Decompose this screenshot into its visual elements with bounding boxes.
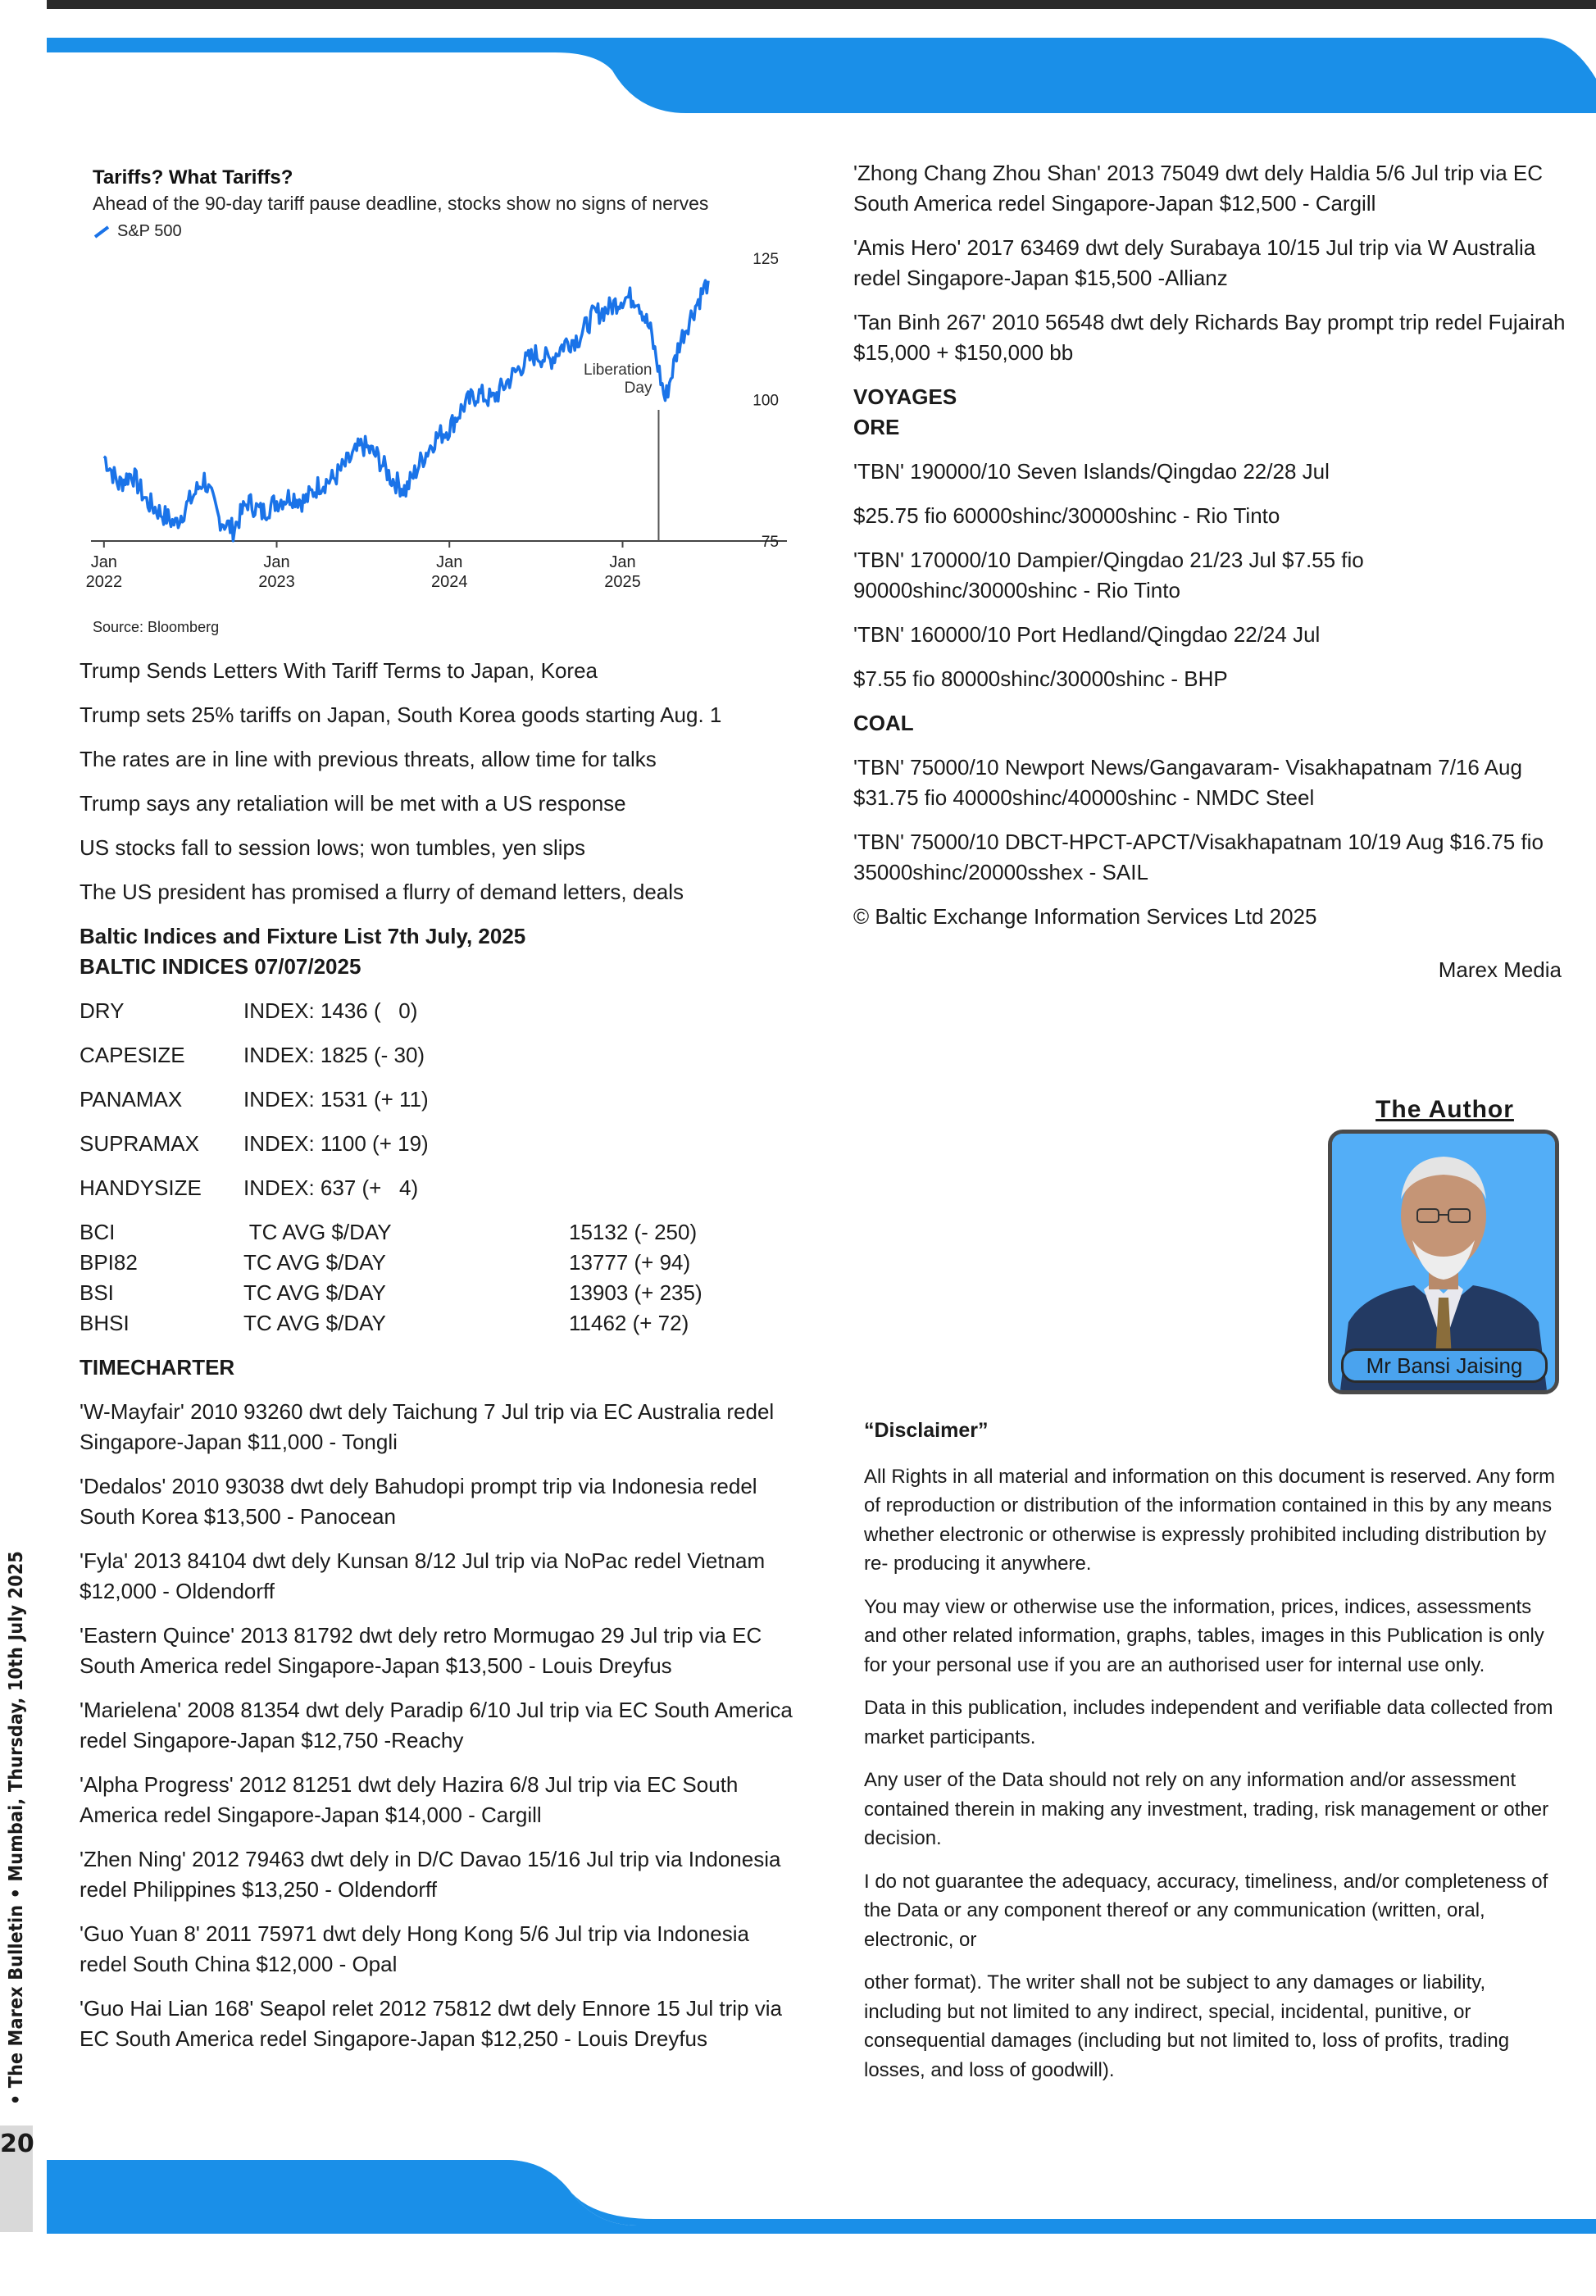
disclaimer-paragraph: You may view or otherwise use the information, prices, indices, assessments and other related information, graphs, tables, images in this Publication is only for your personal use if you are an authorised user for internal use only. [864, 1595, 1544, 1676]
headline: US stocks fall to session lows; won tumbles, yen slips [80, 835, 586, 860]
disclaimer-paragraph: Data in this publication, includes independent and verifiable data collected from market participants. [864, 1697, 1553, 1748]
top-rule [47, 0, 1596, 9]
tc-name: BSI [80, 1280, 114, 1305]
x-tick-label: Jan [90, 553, 117, 571]
y-tick-label: 125 [753, 251, 779, 268]
headline: The rates are in line with previous threats, allow time for talks [80, 747, 657, 771]
index-value: INDEX: 1531 (+ 11) [243, 1087, 429, 1112]
tc-row [80, 1248, 801, 1278]
x-tick-label: 2025 [604, 573, 641, 591]
tc-name: BCI [80, 1220, 116, 1244]
side-publication-label: • The Marex Bulletin • Mumbai, Thursday, 10th July 2025 [6, 1550, 27, 2106]
index-name: CAPESIZE [80, 1043, 185, 1067]
chart-canvas [86, 160, 791, 643]
fixture-item: 'Tan Binh 267' 2010 56548 dwt dely Richards Bay prompt trip redel Fujairah $15,000 + $150,000 bb [853, 310, 1566, 365]
x-tick-label: 2022 [86, 573, 123, 591]
headline: Trump says any retaliation will be met with a US response [80, 791, 626, 816]
index-row [80, 996, 801, 1026]
headline: The US president has promised a flurry of demand letters, deals [80, 880, 684, 904]
fixture-item: 'Guo Yuan 8' 2011 75971 dwt dely Hong Kong 5/6 Jul trip via Indonesia redel South China $12,000 - Opal [80, 1921, 749, 1976]
author-name-badge: Mr Bansi Jaising [1341, 1348, 1548, 1383]
tc-value: 13903 (+ 235) [569, 1280, 703, 1305]
index-row [80, 1173, 801, 1203]
top-banner [47, 38, 1596, 113]
disclaimer-paragraph: other format). The writer shall not be subject to any damages or liability, including but not limited to any indirect, special, incidental, punitive, or consequential damages (including but not limited to, loss of profits, trading losses, and loss of goodwill). [864, 1971, 1510, 2081]
tc-label: TC AVG $/DAY [243, 1220, 392, 1244]
tc-row [80, 1217, 801, 1248]
tc-label: TC AVG $/DAY [243, 1250, 386, 1275]
chart-title: Tariffs? What Tariffs? [93, 166, 293, 189]
ore-item: 'TBN' 170000/10 Dampier/Qingdao 21/23 Jul $7.55 fio 90000shinc/30000shinc - Rio Tinto [853, 548, 1364, 602]
baltic-indices-heading: BALTIC INDICES 07/07/2025 [80, 954, 361, 979]
tc-row [80, 1278, 801, 1308]
fixture-item: 'W-Mayfair' 2010 93260 dwt dely Taichung 7 Jul trip via EC Australia redel Singapore-Japan $11,000 - Tongli [80, 1399, 775, 1454]
index-row [80, 1084, 801, 1115]
fixture-item: 'Alpha Progress' 2012 81251 dwt dely Hazira 6/8 Jul trip via EC South America redel Singapore-Japan $14,000 - Cargill [80, 1772, 739, 1827]
x-tick-label: Jan [263, 553, 290, 571]
headlines [80, 656, 801, 907]
coal-item: 'TBN' 75000/10 DBCT-HPCT-APCT/Visakhapatnam 10/19 Aug $16.75 fio 35000shinc/20000sshex - SAIL [853, 830, 1544, 884]
tc-value: 11462 (+ 72) [569, 1311, 689, 1335]
index-name: HANDYSIZE [80, 1175, 202, 1200]
copyright: © Baltic Exchange Information Services Ltd 2025 [853, 904, 1317, 929]
tc-label: TC AVG $/DAY [243, 1280, 386, 1305]
chart-subtitle: Ahead of the 90-day tariff pause deadline, stocks show no signs of nerves [93, 193, 709, 214]
annotation-label: Liberation [584, 361, 652, 379]
index-value: INDEX: 1825 (- 30) [243, 1043, 425, 1067]
page-number: 20 [0, 2130, 34, 2158]
index-name: PANAMAX [80, 1087, 183, 1112]
chart-legend [93, 222, 182, 241]
fixture-item: 'Zhong Chang Zhou Shan' 2013 75049 dwt dely Haldia 5/6 Jul trip via EC South America redel Singapore-Japan $12,500 - Cargill [853, 161, 1544, 216]
coal-item: 'TBN' 75000/10 Newport News/Gangavaram- Visakhapatnam 7/16 Aug $31.75 fio 40000shinc/40000shinc - NMDC Steel [853, 755, 1522, 810]
legend-line-icon [93, 225, 111, 239]
voyages-heading: VOYAGES [853, 384, 957, 409]
index-value: INDEX: 1100 (+ 19) [243, 1131, 429, 1156]
headline: Trump sets 25% tariffs on Japan, South Korea goods starting Aug. 1 [80, 702, 722, 727]
bottom-banner [47, 2160, 1596, 2234]
annotation-label: Day [624, 380, 652, 397]
fixture-item: 'Zhen Ning' 2012 79463 dwt dely in D/C Davao 15/16 Jul trip via Indonesia redel Philippines $13,250 - Oldendorff [80, 1847, 781, 1902]
tc-value: 15132 (- 250) [569, 1220, 698, 1244]
x-tick-label: Jan [609, 553, 636, 571]
fixture-item: 'Dedalos' 2010 93038 dwt dely Bahudopi prompt trip via Indonesia redel South Korea $13,500 - Panocean [80, 1474, 757, 1529]
baltic-heading: Baltic Indices and Fixture List 7th July, 2025 [80, 924, 526, 948]
disclaimer-paragraph: I do not guarantee the adequacy, accuracy, timeliness, and/or completeness of the Data or any component thereof or any communication (written, oral, electronic, or [864, 1870, 1548, 1951]
timecharter-heading: TIMECHARTER [80, 1355, 235, 1380]
tc-label: TC AVG $/DAY [243, 1311, 386, 1335]
legend-label: S&P 500 [117, 222, 182, 240]
ore-item: 'TBN' 190000/10 Seven Islands/Qingdao 22/28 Jul [853, 459, 1330, 484]
sp500-line [104, 280, 708, 541]
ore-item: $7.55 fio 80000shinc/30000shinc - BHP [853, 666, 1228, 691]
author-title: The Author [1375, 1096, 1514, 1123]
disclaimer [864, 1416, 1561, 2098]
tc-name: BPI82 [80, 1250, 138, 1275]
fixture-item: 'Amis Hero' 2017 63469 dwt dely Surabaya 10/15 Jul trip via W Australia redel Singapore-Japan $15,500 -Allianz [853, 235, 1536, 290]
index-value: INDEX: 637 (+ 4) [243, 1175, 419, 1200]
timecharter-list [80, 1397, 801, 2054]
fixture-item: 'Eastern Quince' 2013 81792 dwt dely retro Mormugao 29 Jul trip via EC South America redel Singapore-Japan $13,500 - Louis Dreyfus [80, 1623, 762, 1678]
index-value: INDEX: 1436 ( 0) [243, 998, 418, 1023]
y-tick-label: 100 [753, 392, 779, 410]
sp500-chart [86, 160, 791, 643]
index-name: DRY [80, 998, 125, 1023]
headline: Trump Sends Letters With Tariff Terms to Japan, Korea [80, 658, 598, 683]
y-tick-label: 75 [761, 534, 779, 551]
fixture-item: 'Fyla' 2013 84104 dwt dely Kunsan 8/12 Jul trip via NoPac redel Vietnam $12,000 - Oldendorff [80, 1548, 766, 1603]
ore-heading: ORE [853, 415, 900, 439]
coal-heading: COAL [853, 711, 914, 735]
signature: Marex Media [1438, 957, 1562, 982]
index-row [80, 1129, 801, 1159]
left-column [80, 656, 801, 2068]
tc-value: 13777 (+ 94) [569, 1250, 691, 1275]
tc-row [80, 1308, 801, 1339]
chart-source: Source: Bloomberg [93, 619, 220, 635]
fixture-item: 'Marielena' 2008 81354 dwt dely Paradip 6/10 Jul trip via EC South America redel Singapore-Japan $12,750 -Reachy [80, 1698, 793, 1753]
disclaimer-paragraph: All Rights in all material and information on this document is reserved. Any form of reproduction or distribution of the information contained in this by any means whether electronic or otherwise is expressly prohibited including distribution by re- producing it anywhere. [864, 1465, 1556, 1575]
x-tick-label: Jan [436, 553, 463, 571]
x-tick-label: 2023 [258, 573, 295, 591]
right-column [853, 158, 1575, 946]
fixture-item: 'Guo Hai Lian 168' Seapol relet 2012 75812 dwt dely Ennore 15 Jul trip via EC South America redel Singapore-Japan $12,250 - Louis Dreyfus [80, 1996, 782, 2051]
disclaimer-paragraph: Any user of the Data should not rely on any information and/or assessment contained therein in making any investment, trading, risk management or other decision. [864, 1769, 1549, 1849]
indices-table [80, 996, 801, 1203]
disclaimer-heading: “Disclaimer” [864, 1419, 989, 1442]
index-row [80, 1040, 801, 1071]
ore-item: 'TBN' 160000/10 Port Hedland/Qingdao 22/24 Jul [853, 622, 1321, 647]
x-tick-label: 2024 [430, 573, 468, 591]
tc-avg-table [80, 1217, 801, 1339]
index-name: SUPRAMAX [80, 1131, 199, 1156]
tc-name: BHSI [80, 1311, 130, 1335]
ore-item: $25.75 fio 60000shinc/30000shinc - Rio Tinto [853, 503, 1280, 528]
